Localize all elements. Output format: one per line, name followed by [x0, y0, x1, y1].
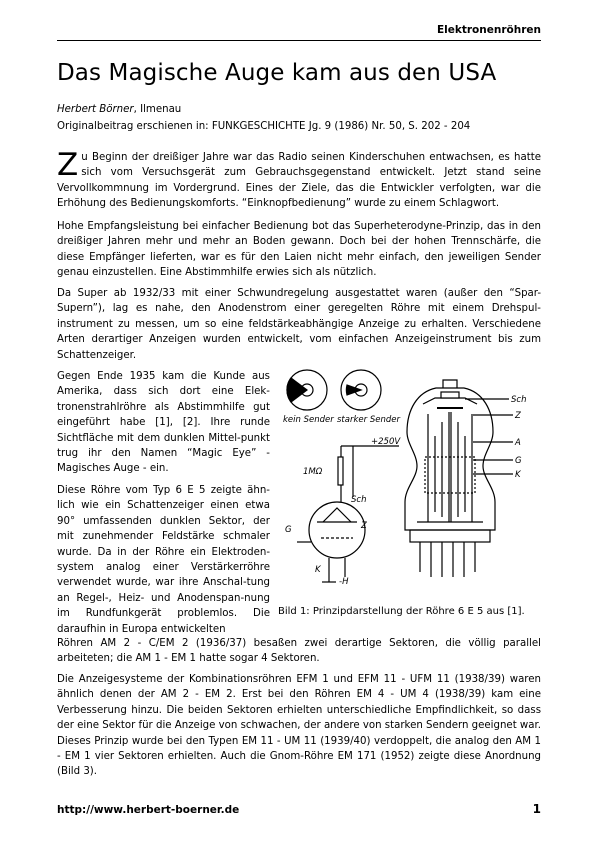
label-k: K	[315, 565, 321, 575]
tube-base	[410, 530, 490, 542]
label-a: A	[515, 438, 521, 448]
footer-url[interactable]: http://www.herbert-boerner.de	[57, 804, 240, 816]
author-name: Herbert Börner	[57, 104, 134, 115]
section-header: Elektronenröhren	[436, 24, 541, 36]
figure-caption: Bild 1: Prinzipdarstellung der Röhre 6 E 5 aus [1].	[278, 606, 525, 617]
paragraph-4: Gegen Ende 1935 kam die Kunde aus Amerika, dass sich dort eine Elek-tronenstrahlröhre als Abstimmhilfe gut eingeführt habe [1], [2]. Ihre runde Sichtfläche mit dem dunklen Mittel-punkt trug ihr den Namen “Magic Eye” - Magisches Auge - ein.	[57, 371, 270, 475]
byline	[57, 101, 470, 135]
label-sch: Sch	[511, 395, 527, 405]
schematic-tube-symbol	[309, 502, 365, 558]
tube-bulb	[405, 388, 495, 530]
paragraph-6: Die Anzeigesysteme der Kombinationsröhren EFM 1 und EFM 11 - UFM 11 (1938/39) waren ähnlich denen der AM 2 - EM 2. Erst bei den Röhren EM 4 - UM 4 (1938/39) kam eine Verbesserung hinzu. Die beiden Sektoren erhielten unterschiedliche Empfindlichkeit, so dass der eine Sektor für die Anzeige von schwachen, der andere von starken Sendern geeignet war. Dieses Prinzip wurde bei den Typen EM 11 - UM 11 (1939/40) verdoppelt, die analog den AM 1 - EM 1 vier Sektoren erhielten. Auch die Gnom-Röhre EM 171 (1952) zeigte diese Anordnung (Bild 3).	[57, 674, 541, 778]
label-g-big: G	[515, 456, 522, 466]
paragraph-3: Da Super ab 1932/33 mit einer Schwundregelung ausgestattet waren (außer den “Spar-Supern”), lag es nahe, den Anodenstrom einer geregelten Röhre mit einem Drehspul-instrument zu messen, um so eine feldstärkeabhängige Anzeige zu erhalten. Verschiedene Arten derartiger Anzeigen wurden entwickelt, vom einfachen Anzeigeinstrument bis zum Schattenzeiger.	[57, 288, 541, 361]
label-voltage: +250V	[371, 437, 401, 447]
label-z-big: Z	[515, 411, 521, 421]
label-starker-sender: starker Sender	[337, 415, 400, 425]
label-resistor: 1MΩ	[303, 467, 323, 477]
paragraph-1	[57, 147, 541, 212]
header-rule	[57, 40, 541, 41]
label-g: G	[285, 525, 292, 535]
label-k-big: K	[515, 470, 521, 480]
label-sch-small: Sch	[351, 495, 367, 505]
paragraph-5: Diese Röhre vom Typ 6 E 5 zeigte ähn-lich wie ein Schattenzeiger einen etwa 90° umfassenden dunklen Sektor, der mit zunehmender Feldstärke schmaler wurde. Da in der Röhre ein Elektroden-system analog einer Verstärkerröhre verwendet wurde, war ihre Anschal-tung an Regel-, Heiz- und Anodenspan-nung im Rundfunkgerät problemlos. Die daraufhin in Europa entwickelten	[57, 485, 270, 635]
paragraph-5-continued: Röhren AM 2 - C/EM 2 (1936/37) besaßen zwei derartige Sektoren, die völlig parallel arbeiteten; die AM 1 - EM 1 hatte sogar 4 Sektoren.	[57, 638, 541, 665]
paragraph-2: Hohe Empfangsleistung bei einfacher Bedienung bot das Superheterodyne-Prinzip, das in den dreißiger Jahren mehr und mehr an Boden gewann. Doch bei der hohen Trennschärfe, die diese Empfänger lieferten, war es für den Laien nicht mehr einfach, den jeweiligen Sender genau einzustellen. Eine Abstimmhilfe erwies sich als nützlich.	[57, 221, 541, 279]
label-z: Z	[361, 521, 367, 531]
article-title: Das Magische Auge kam aus den USA	[57, 60, 497, 86]
tube-diagram	[277, 362, 541, 607]
label-minus-h: -H	[339, 577, 349, 587]
page-number: 1	[532, 802, 541, 816]
tube-figure	[277, 362, 541, 607]
paragraph-1-text: u Beginn der dreißiger Jahre war das Radio seinen Kinderschuhen entwachsen, es hatte sich vom Versuchsgerät zum Gebrauchsgegenstand entwickelt. Jetzt stand seine Vervollkommnung im Vordergrund. Eines der Ziele, das die Entwickler verfolgten, war die Erhöhung des Bedienungskomforts. “Einknopfbedienung” wurde zu einem Schlagwort.	[57, 152, 541, 210]
source-note: Originalbeitrag erschienen in: FUNKGESCHICHTE Jg. 9 (1986) Nr. 50, S. 202 - 204	[57, 121, 471, 132]
label-kein-sender: kein Sender	[283, 415, 334, 425]
author-place: , Ilmenau	[133, 104, 182, 115]
drop-cap: Z	[57, 147, 79, 183]
